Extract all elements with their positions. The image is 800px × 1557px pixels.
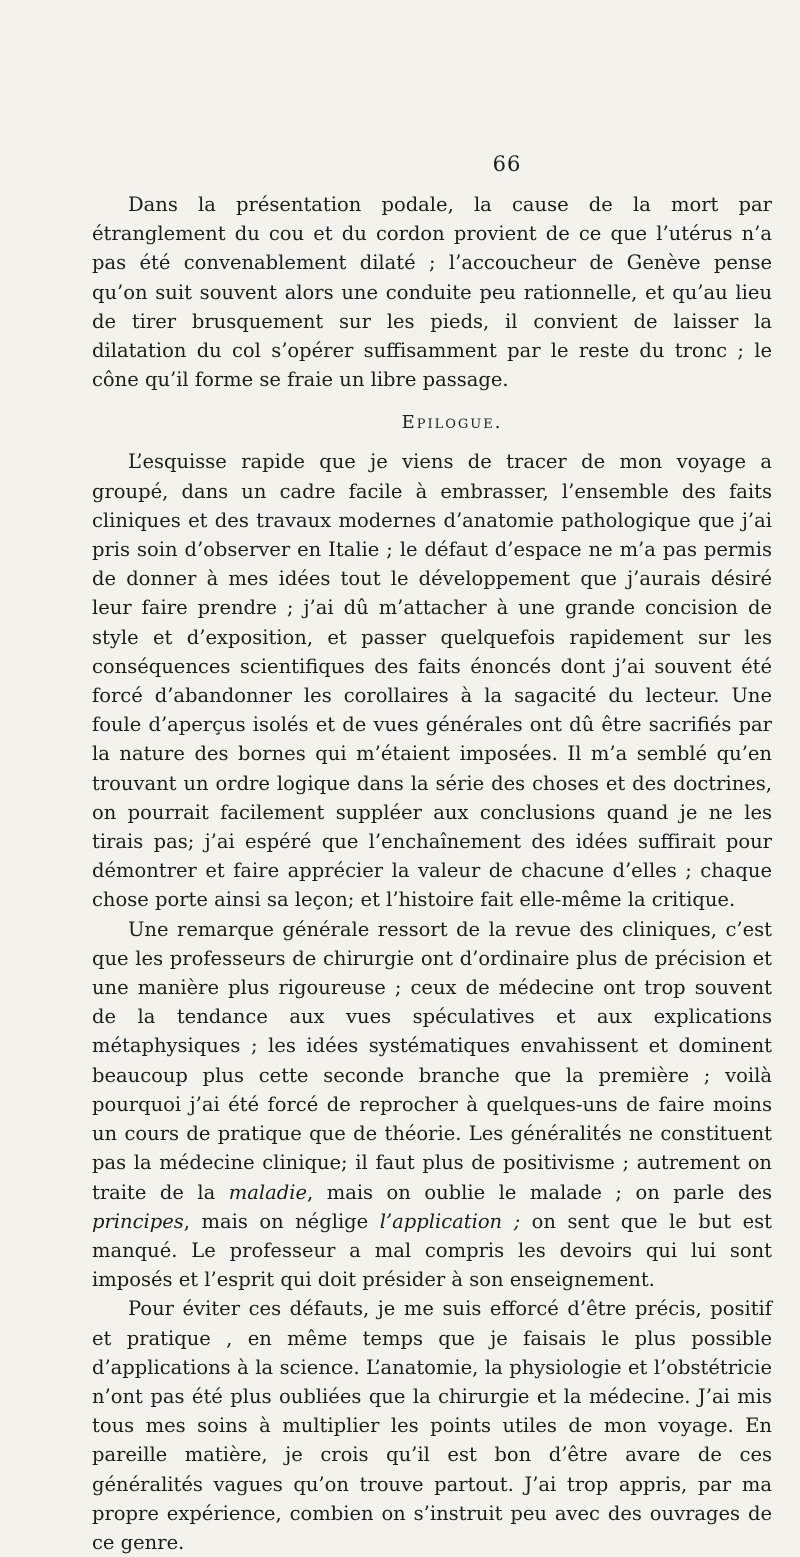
paragraph-2-text-1: Une remarque générale ressort de la revue des cliniques, c’est que les professeurs de chirurgie ont d’ordinaire plus de précision et une manière plus rigoureuse ; ceux de médecine ont trop souvent de la tendance aux vues spéculatives et aux explications métaphysiques ; les idées systématiques envahissent et dominent beaucoup plus cette seconde branche que la première ; voilà pourquoi j’ai été forcé de reprocher à quelques-uns de faire moins un cours de pratique que de théorie. Les généralités ne constituent pas la médecine clinique; il faut plus de positivisme ; autrement on traite de la — [92, 917, 772, 1204]
paragraph-2-italic-application: l’application ; — [379, 1209, 521, 1233]
section-heading: Epilogue. — [401, 412, 503, 434]
page-number: 66 — [492, 152, 522, 176]
paragraph-2-text-4: on sent que le but est manqué. Le professeur a mal compris les devoirs qui lui sont imposés et l’esprit qui doit présider à son enseignement. — [92, 1209, 772, 1292]
book-page — [92, 152, 772, 1557]
paragraph-2 — [92, 915, 772, 1295]
paragraph-1: L’esquisse rapide que je viens de tracer de mon voyage a groupé, dans un cadre facile à embrasser, l’ensemble des faits cliniques et des travaux modernes d’anatomie pathologique que j’ai pris soin d’observer en Italie ; le défaut d’espace ne m’a pas permis de donner à mes idées tout le développement que j’aurais désiré leur faire prendre ; j’ai dû m’attacher à une grande concision de style et d’exposition, et passer quelquefois rapidement sur les conséquences scientifiques des faits énoncés dont j’ai souvent été forcé d’abandonner les corollaires à la sagacité du lecteur. Une foule d’aperçus isolés et de vues générales ont dû être sacrifiés par la nature des bornes qui m’étaient imposées. Il m’a semblé qu’en trouvant un ordre logique dans la série des choses et des doctrines, on pourrait facilement suppléer aux conclusions quand je ne les tirais pas; j’ai espéré que l’enchaînement des idées suffirait pour démontrer et faire apprécier la valeur de chacune d’elles ; chaque chose porte ainsi sa leçon; et l’histoire fait elle-même la critique. — [92, 450, 772, 912]
paragraph-2-text-3: , mais on néglige — [183, 1209, 380, 1233]
paragraph-3: Pour éviter ces défauts, je me suis efforcé d’être précis, positif et pratique , en même temps que je faisais le plus possible d’applications à la science. L’anatomie, la physiologie et l’obstétricie n’ont pas été plus oubliées que la chirurgie et la médecine. J’ai mis tous mes soins à multiplier les points utiles de mon voyage. En pareille matière, je crois qu’il est bon d’être avare de ces généralités vagues qu’on trouve partout. J’ai trop appris, par ma propre expérience, combien on s’instruit peu avec des ouvrages de ce genre. — [92, 1297, 772, 1554]
paragraph-intro: Dans la présentation podale, la cause de la mort par étranglement du cou et du cordon provient de ce que l’utérus n’a pas été convenablement dilaté ; l’accoucheur de Genève pense qu’on suit souvent alors une conduite peu rationnelle, et qu’au lieu de tirer brusquement sur les pieds, il convient de laisser la dilatation du col s’opérer suffisamment par le reste du tronc ; le cône qu’il forme se fraie un libre passage. — [92, 193, 772, 392]
paragraph-2-text-2: , mais on oublie le malade ; on parle des — [307, 1180, 772, 1204]
paragraph-2-italic-maladie: maladie — [228, 1180, 308, 1204]
paragraph-2-italic-principes: principes — [92, 1209, 184, 1233]
